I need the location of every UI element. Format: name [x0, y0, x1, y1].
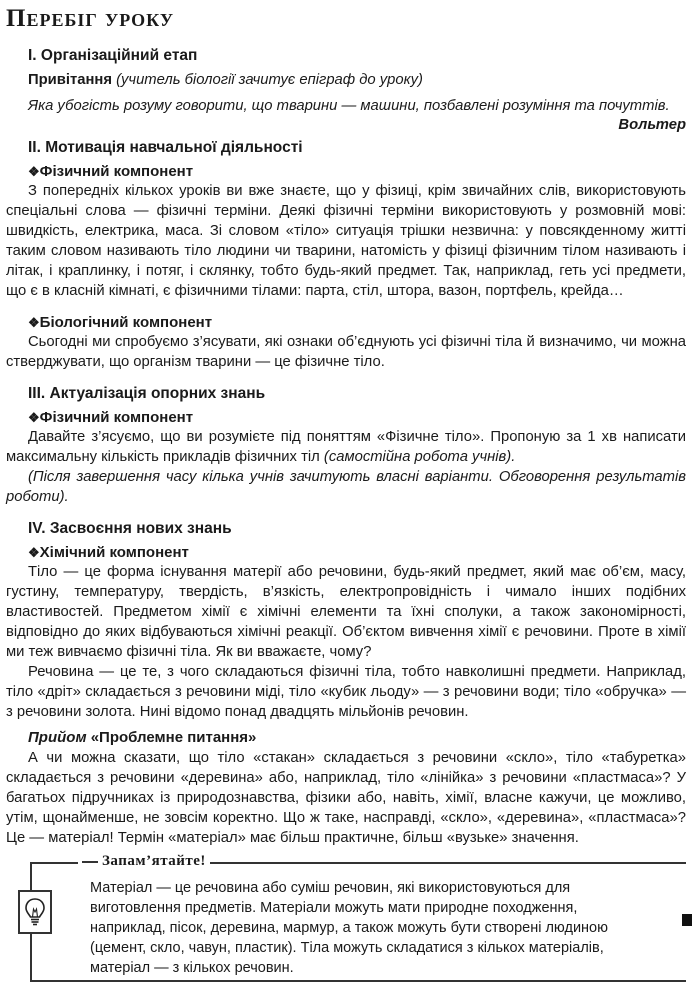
paragraph-biology-motivation: Сьогодні ми спробуємо з’ясувати, які ознаки об’єднують усі фізичні тіла й визначимо, чи можна стверджувати, що організм тварини — це фізичне тіло.	[6, 334, 686, 370]
paragraph-problem-question: А чи можна сказати, що тіло «стакан» складається з речовини «скло», тіло «табуретка» складається з речовини «деревина» або, наприклад, тіло «лінійка» з речовини «пластмаса»? У багатьох підручниках із природознавства, фізики або, навіть, хімії, власне кажучи, це можливо, утім, щонайменше, не зовсім коректно. Що ж таке, насправді, «скло», «деревина», «пластмаса»? Це — матеріал! Термін «матеріал» має більш практичне, більш «вузьке» значення.	[6, 750, 686, 846]
method-name: «Проблемне питання»	[90, 729, 257, 746]
subheading-biology	[28, 313, 686, 332]
lightbulb-icon	[18, 890, 52, 934]
subheading-chemistry	[28, 543, 686, 562]
section-4-heading: IV. Засвоєння нових знань	[28, 520, 232, 537]
paragraph-substance: Речовина — це те, з чого складаються фізичні тіла, тобто навколишні предмети. Наприклад, тіло «дріт» складається з речовини міді, тіло «кубик льоду» — з речовини води; тіло «обручка» — з речовини золота. Нині відомо понад двадцять мільйонів речовин.	[6, 664, 686, 720]
greeting-label: Привітання	[28, 72, 112, 88]
subheading-text: Фізичний компонент	[39, 163, 194, 180]
subheading-text: Біологічний компонент	[39, 314, 213, 331]
epigraph-author: Вольтер	[618, 117, 686, 133]
paragraph-discussion: (Після завершення часу кілька учнів зачитують власні варіанти. Обговорення результатів роботи).	[6, 469, 686, 505]
subheading-physics-1	[28, 162, 686, 181]
method-label: Прийом	[28, 729, 87, 746]
paragraph-task	[6, 427, 686, 467]
section-1-heading: I. Організаційний етап	[28, 47, 198, 64]
section-3-heading: III. Актуалізація опорних знань	[28, 385, 266, 402]
subheading-physics-2	[28, 408, 686, 427]
remember-box	[30, 853, 686, 982]
epigraph-quote: Яка убогість розуму говорити, що тварини — машини, позбавлені розуміння та почуттів.	[28, 98, 670, 114]
paragraph-physics-motivation: З попередніх кількох уроків ви вже знаєте, що у фізиці, крім звичайних слів, використовують спеціальні слова — фізичні терміни. Деякі фізичні терміни використовують у розмовній мові: швидкість, електрика, маса. Зі словом «тіло» ситуація трішки незвична: у повсякденному житті таким словом називають тіло людини чи тварини, натомість у фізиці фізичним тілом називають і літак, і краплинку, і потяг, і склянку, тобто будь-який предмет. Так, наприклад, геть усі предмети, що є в класній кімнаті, є фізичними тілами: парта, стіл, штора, вазон, портфель, крейда…	[6, 183, 686, 299]
greeting-line	[28, 70, 686, 90]
page-title: Перебіг уроку	[6, 5, 175, 32]
section-2-heading: II. Мотивація навчальної діяльності	[28, 139, 303, 156]
remember-label: Запам’ятайте!	[78, 853, 210, 870]
subheading-text: Хімічний компонент	[39, 544, 189, 561]
diamond-bullet-icon: ❖	[28, 545, 40, 560]
greeting-note: (учитель біології зачитує епіграф до уроку)	[116, 72, 423, 88]
diamond-bullet-icon: ❖	[28, 410, 40, 425]
remember-text: Матеріал — це речовина або суміш речовин, які використовуються для виготовлення предметів. Матеріали можуть мати природне походження, наприклад, пісок, деревина, мармур, а також можуть бути створені людиною (цемент, скло, чавун, пластик). Тіла можуть складатися з кількох матеріалів, матеріал — з кількох речовин.	[90, 880, 608, 976]
box-marker	[682, 914, 692, 926]
diamond-bullet-icon: ❖	[28, 315, 40, 330]
task-text: Давайте з’ясуємо, що ви розумієте під поняттям «Фізичне тіло». Пропоную за 1 хв написати максимальну кількість прикладів фізичних тіл	[6, 429, 686, 465]
subheading-text: Фізичний компонент	[39, 409, 194, 426]
task-note: (самостійна робота учнів).	[323, 449, 516, 465]
method-heading	[28, 728, 686, 748]
diamond-bullet-icon: ❖	[28, 164, 40, 179]
paragraph-body-definition: Тіло — це форма існування матерії або речовини, будь-який предмет, який має об’єм, масу, густину, температуру, твердість, в’язкість, електропровідність і чимало інших подібних властивостей. Предметом хімії є хімічні елементи та їхні сполуки, а також закономірності, відповідно до яких відбуваються хімічні реакції. Об’єктом вивчення хімії є речовини. Проте в хімії ми теж вивчаємо фізичні тіла. Як ви вважаєте, чому?	[6, 564, 686, 660]
